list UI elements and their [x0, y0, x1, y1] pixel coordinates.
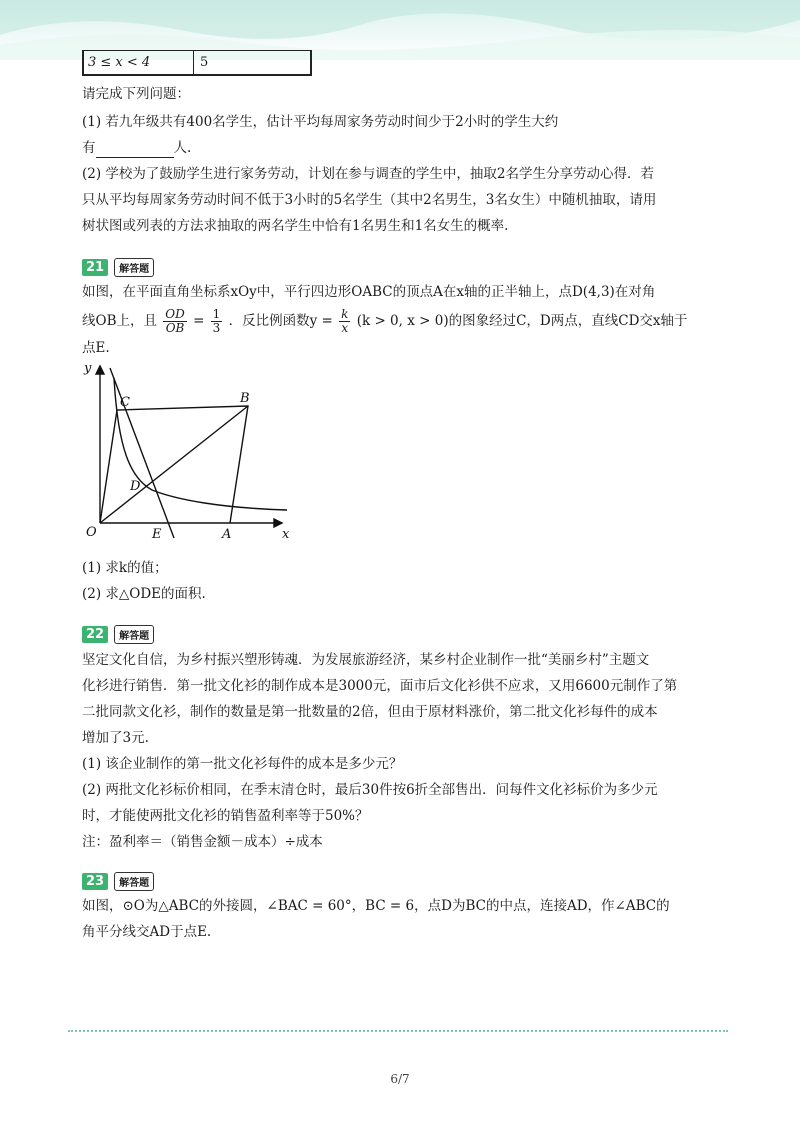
- fraction-od-ob: [163, 308, 186, 335]
- q21-line1: 如图，在平面直角坐标系xOy中，平行四边形OABC的顶点A在x轴的正半轴上，点D(4,3)在对角: [82, 284, 656, 300]
- label-e: E: [152, 527, 162, 542]
- frequency-table-row: [82, 50, 312, 76]
- q20-part2-line2: 只从平均每周家务劳动时间不低于3小时的5名学生（其中2名男生，3名女生）中随机抽取，请用: [82, 192, 657, 208]
- q23-line2: 角平分线交AD于点E.: [82, 924, 212, 940]
- page-number: 6/7: [390, 1072, 410, 1086]
- label-y: y: [84, 361, 92, 376]
- question-number: 22: [82, 626, 108, 643]
- q21-sub1: (1) 求k的值；: [82, 560, 168, 576]
- q22-line4: 增加了3元.: [82, 730, 149, 746]
- fraction-one-third: [211, 308, 223, 335]
- q23-line1: 如图，⊙O为△ABC的外接圆，∠BAC = 60°，BC = 6，点D为BC的中点，连接AD，作∠ABC的: [82, 898, 670, 914]
- table-cell-count: 5: [200, 55, 209, 70]
- q21-text: 线OB上，且: [82, 313, 157, 329]
- question-type-tag: 解答题: [114, 258, 154, 277]
- fraction-numerator: 1: [212, 307, 221, 321]
- y-axis-arrow: [96, 366, 104, 374]
- fraction-denominator: 3: [212, 321, 221, 335]
- label-b: B: [240, 391, 250, 406]
- q22-line2: 化衫进行销售．第一批文化衫的制作成本是3000元，面市后文化衫供不应求，又用6600元制作了第: [82, 678, 678, 694]
- q23-header: [82, 872, 154, 891]
- q22-sub2-line2: 时，才能使两批文化衫的销售盈利率等于50%？: [82, 808, 369, 824]
- label-a: A: [222, 527, 232, 542]
- q22-sub1: (1) 该企业制作的第一批文化衫每件的成本是多少元？: [82, 756, 403, 772]
- fraction-denominator: OB: [165, 321, 185, 335]
- q21-figure: [82, 358, 302, 548]
- question-number: 21: [82, 259, 108, 276]
- question-number: 23: [82, 873, 108, 890]
- q20-text: 人.: [173, 140, 192, 156]
- fraction-numerator: k: [341, 307, 349, 321]
- q22-header: [82, 625, 154, 644]
- label-x: x: [282, 527, 290, 542]
- q21-line3: 点E.: [82, 340, 110, 356]
- x-axis-arrow: [274, 519, 282, 527]
- intro-text: 请完成下列问题：: [82, 86, 190, 102]
- q22-note: 注：盈利率＝（销售金额－成本）÷成本: [82, 834, 323, 850]
- q22-line1: 坚定文化自信，为乡村振兴塑形铸魂．为发展旅游经济，某乡村企业制作一批“美丽乡村”主题文: [82, 652, 650, 668]
- table-cell-range: 3 ≤ x < 4: [84, 51, 194, 74]
- q20-part1-answer: [82, 138, 191, 158]
- label-c: C: [120, 395, 130, 410]
- label-d: D: [130, 479, 141, 494]
- fraction-numerator: OD: [165, 307, 185, 321]
- label-o: O: [86, 525, 97, 540]
- q21-text: (k > 0, x > 0)的图象经过C，D两点，直线CD交x轴于: [356, 313, 688, 329]
- q21-text: ．反比例函数y =: [228, 313, 333, 329]
- q21-text: =: [193, 313, 205, 329]
- q22-sub2-line1: (2) 两批文化衫标价相同，在季末清仓时，最后30件按6折全部售出．问每件文化衫标价为多少元: [82, 782, 658, 798]
- fraction-k-x: [339, 308, 350, 335]
- fraction-denominator: x: [341, 321, 349, 335]
- q21-sub2: (2) 求△ODE的面积.: [82, 586, 206, 602]
- q22-line3: 二批同款文化衫，制作的数量是第一批数量的2倍，但由于原材料涨价，第二批文化衫每件的成本: [82, 704, 658, 720]
- q20-part2-line3: 树状图或列表的方法求抽取的两名学生中恰有1名男生和1名女生的概率.: [82, 218, 509, 234]
- q21-header: [82, 258, 154, 277]
- question-type-tag: 解答题: [114, 625, 154, 644]
- footer-divider: [68, 1030, 728, 1032]
- answer-blank: [96, 143, 174, 158]
- question-type-tag: 解答题: [114, 872, 154, 891]
- q20-part2-line1: (2) 学校为了鼓励学生进行家务劳动，计划在参与调查的学生中，抽取2名学生分享劳动心得．若: [82, 166, 655, 182]
- line-cd: [110, 368, 174, 538]
- q20-text: 有: [82, 140, 96, 156]
- q21-line2: [82, 306, 688, 336]
- q20-part1: (1) 若九年级共有400名学生，估计平均每周家务劳动时间少于2小时的学生大约: [82, 114, 559, 130]
